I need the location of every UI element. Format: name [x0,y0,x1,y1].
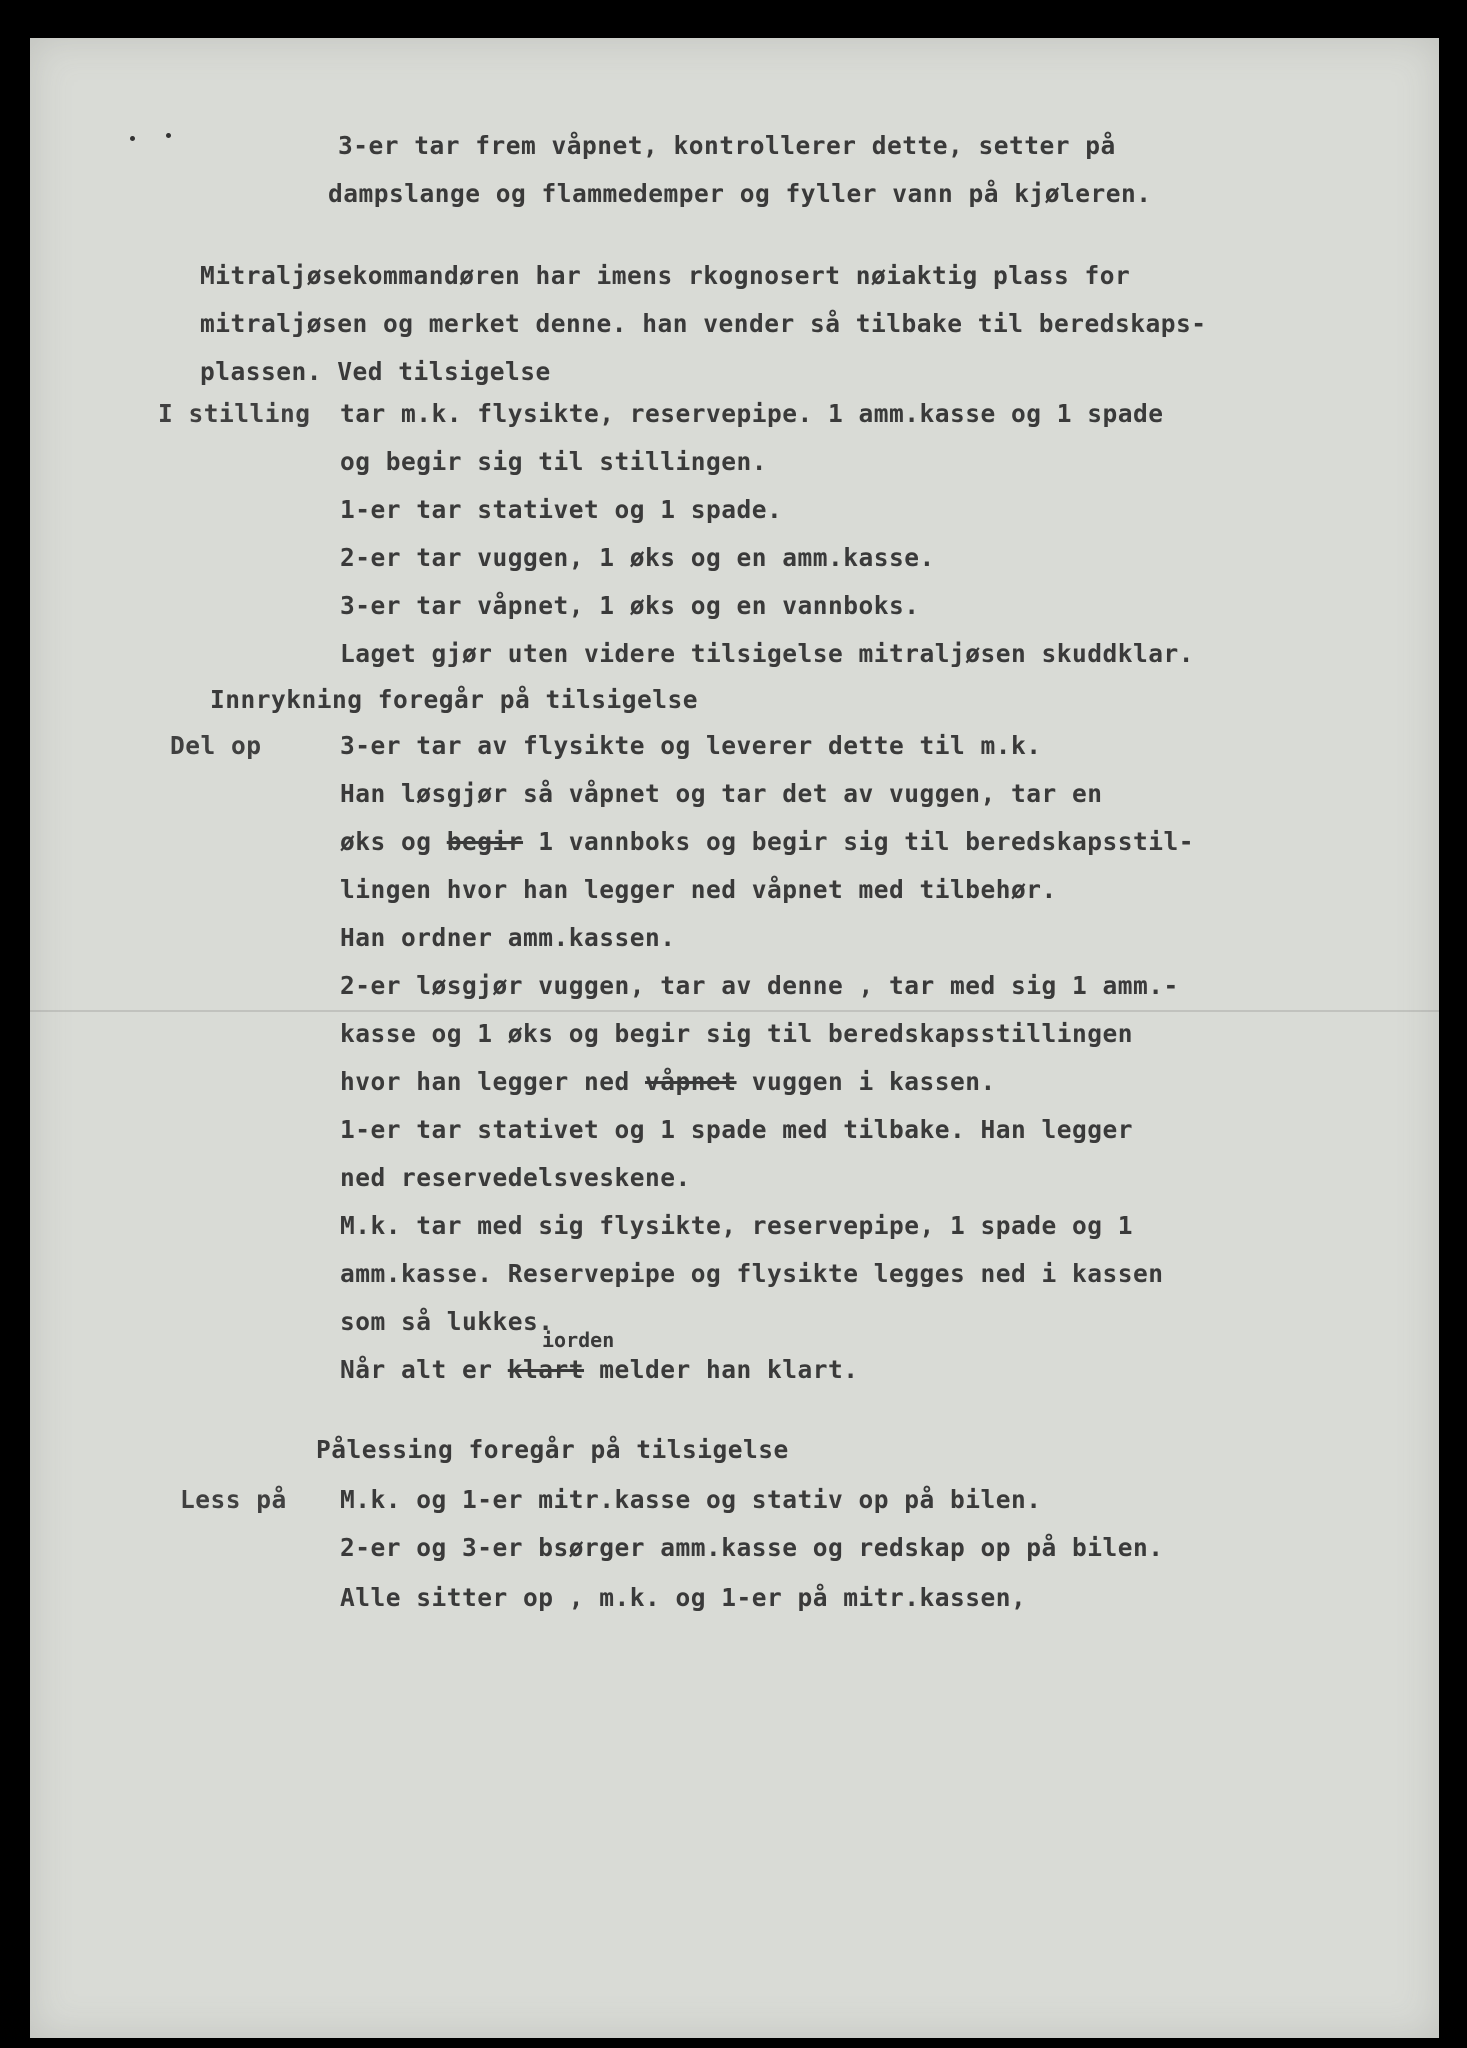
ink-dot [166,133,171,138]
text-span: øks og [340,827,447,856]
text-line: og begir sig til stillingen. [340,447,768,476]
text-line: kasse og 1 øks og begir sig til beredskapsstillingen [340,1019,1134,1048]
text-line: 1-er tar stativet og 1 spade. [340,495,783,524]
text-line: Pålessing foregår på tilsigelse [316,1435,789,1464]
struck-word: begir [446,827,524,856]
text-line: M.k. og 1-er mitr.kasse og stativ op på bilen. [340,1485,1042,1514]
margin-label-less-pa: Less på [180,1485,287,1514]
text-line: 2-er og 3-er bsørger amm.kasse og redskap op på bilen. [340,1533,1164,1562]
page-fold [30,1010,1439,1012]
text-line: Han ordner amm.kassen. [340,923,676,952]
text-line: Laget gjør uten videre tilsigelse mitraljøsen skuddklar. [340,639,1195,668]
struck-word: våpnet [645,1067,737,1096]
text-line: lingen hvor han legger ned våpnet med tilbehør. [340,875,1057,904]
text-line: som så lukkes. [340,1307,554,1336]
margin-label-i-stilling: I stilling [158,399,311,428]
text-line: Alle sitter op , m.k. og 1-er på mitr.kassen, [340,1583,1027,1612]
text-line [340,1354,859,1386]
text-line [340,826,1194,858]
text-line: 3-er tar våpnet, 1 øks og en vannboks. [340,591,920,620]
text-line: amm.kasse. Reservepipe og flysikte legges ned i kassen [340,1259,1164,1288]
text-line: Innrykning foregår på tilsigelse [210,685,699,714]
text-span: melder han klart. [584,1355,859,1384]
text-span: 1 vannboks og begir sig til beredskapsstil- [523,827,1195,856]
text-line: 1-er tar stativet og 1 spade med tilbake. Han legger [340,1115,1134,1144]
text-line [340,1066,996,1098]
ink-dot [130,136,135,141]
text-span: vuggen i kassen. [736,1067,996,1096]
text-line: Han løsgjør så våpnet og tar det av vuggen, tar en [340,779,1103,808]
text-line: plassen. Ved tilsigelse [200,357,551,386]
text-span: Når alt er [340,1355,508,1384]
text-line: 2-er løsgjør vuggen, tar av denne , tar med sig 1 amm.- [340,971,1179,1000]
margin-label-del-op: Del op [170,731,262,760]
text-line: 3-er tar av flysikte og leverer dette til m.k. [340,731,1042,760]
struck-word: klart [507,1355,585,1384]
document-page [30,38,1439,2038]
text-line: 2-er tar vuggen, 1 øks og en amm.kasse. [340,543,935,572]
text-line: M.k. tar med sig flysikte, reservepipe, 1 spade og 1 [340,1211,1134,1240]
text-line: ned reservedelsveskene. [340,1163,691,1192]
text-line: dampslange og flammedemper og fyller vann på kjøleren. [328,179,1152,208]
text-line: Mitraljøsekommandøren har imens rkognosert nøiaktig plass for [200,261,1131,290]
inserted-word: iorden [542,1328,615,1352]
text-span: hvor han legger ned [340,1067,646,1096]
text-line: mitraljøsen og merket denne. han vender så tilbake til beredskaps- [200,309,1207,338]
text-line: 3-er tar frem våpnet, kontrollerer dette, setter på [338,131,1116,160]
text-line: tar m.k. flysikte, reservepipe. 1 amm.kasse og 1 spade [340,399,1164,428]
